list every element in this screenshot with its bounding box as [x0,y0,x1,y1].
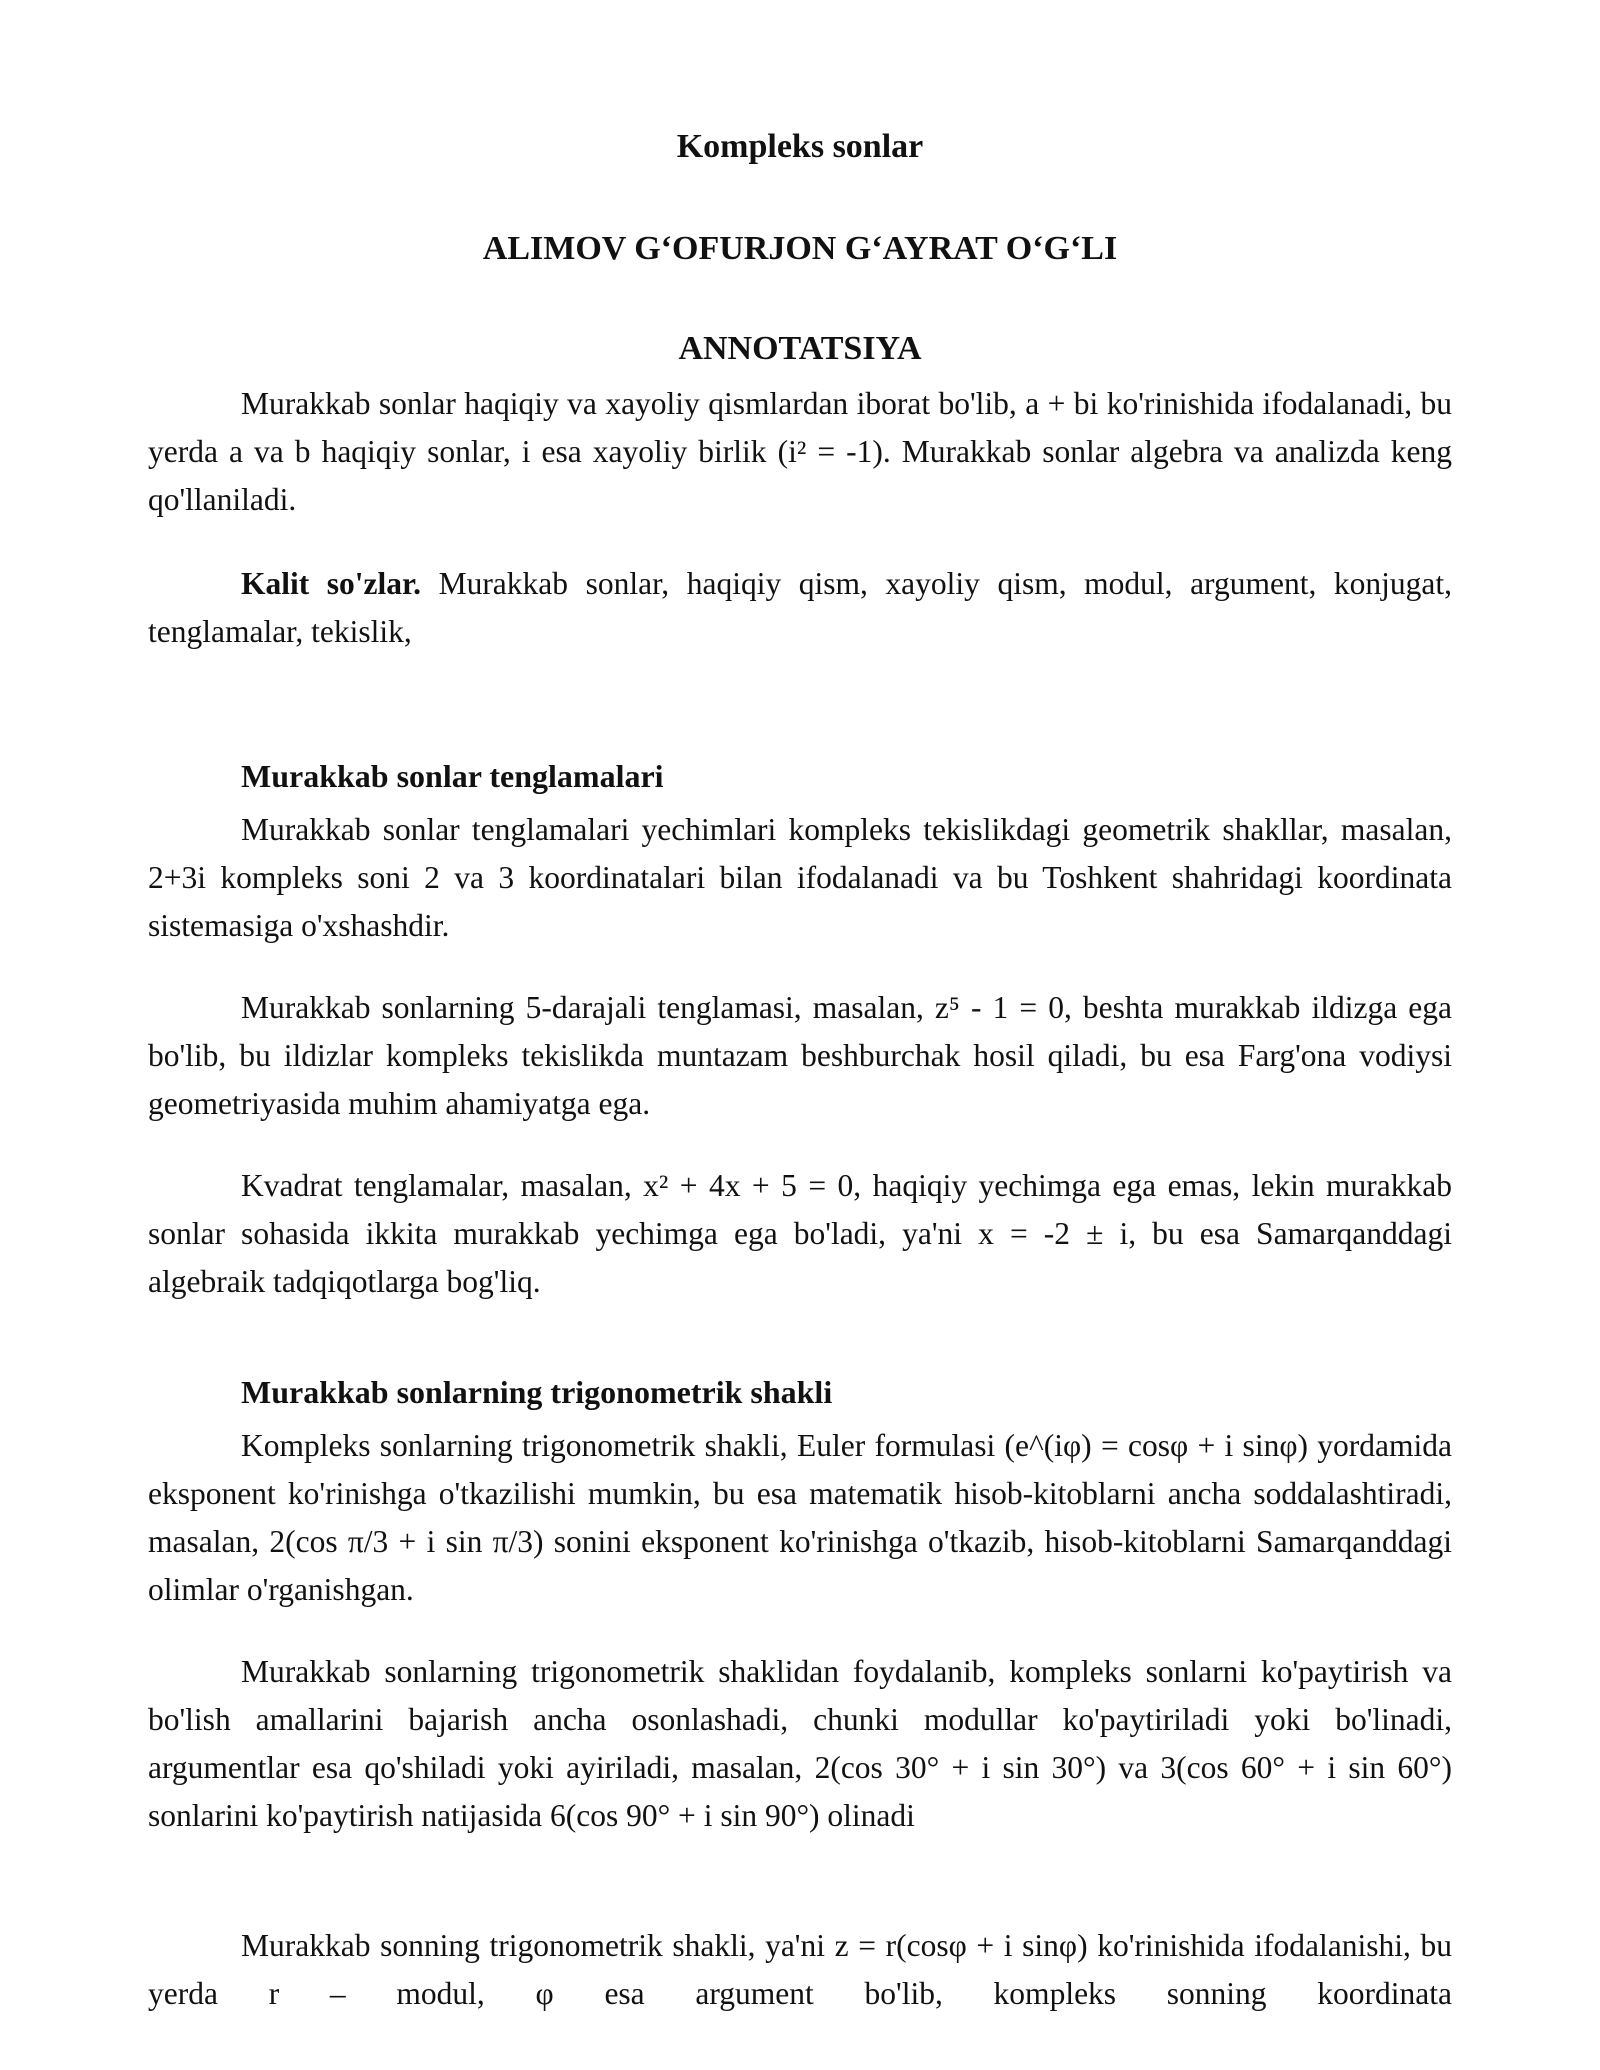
annotation-heading: ANNOTATSIYA [678,330,922,367]
author-name: ALIMOV G‘OFURJON G‘AYRAT O‘G‘LI [482,230,1118,267]
section2-paragraph-1: Kompleks sonlarning trigonometrik shakli, Euler formulasi (e^(iφ) = cosφ + i sinφ) yordamida eksponent ko'rinishga o'tkazilishi mumkin, bu esa matematik hisob-kitoblarni ancha soddalashtiradi, masalan, 2(cos π/3 + i sin π/3) sonini eksponent ko'rinishga o'tkazib, hisob-kitoblarni Samarqanddagi olimlar o'rganishgan. [148,1428,1452,1607]
section1-paragraph-2: Murakkab sonlarning 5-darajali tenglamasi, masalan, z⁵ - 1 = 0, beshta murakkab ildizga ega bo'lib, bu ildizlar kompleks tekislikda muntazam beshburchak hosil qiladi, bu esa Farg'ona vodiysi geometriyasida muhim ahamiyatga ega. [148,990,1452,1121]
section1-paragraph-1: Murakkab sonlar tenglamalari yechimlari kompleks tekislikdagi geometrik shakllar, masalan, 2+3i kompleks soni 2 va 3 koordinatalari bilan ifodalanadi va bu Toshkent shahridagi koordinata sistemasiga o'xshashdir. [148,812,1452,943]
keywords-label: Kalit so'zlar. [241,566,422,601]
keywords-paragraph [148,560,1452,656]
section2-paragraph-3: Murakkab sonning trigonometrik shakli, ya'ni z = r(cosφ + i sinφ) ko'rinishida ifodalanishi, bu yerda r – modul, φ esa argument bo'lib, kompleks sonning koordinata [148,1928,1452,2011]
section1-heading: Murakkab sonlar tenglamalari [241,758,664,794]
section1-paragraph-3: Kvadrat tenglamalar, masalan, x² + 4x + 5 = 0, haqiqiy yechimga ega emas, lekin murakkab sonlar sohasida ikkita murakkab yechimga ega bo'ladi, ya'ni x = -2 ± i, bu esa Samarqanddagi algebraik tadqiqotlarga bog'liq. [148,1168,1452,1299]
section2-heading: Murakkab sonlarning trigonometrik shakli [241,1374,833,1410]
document-title: Kompleks sonlar [676,128,924,165]
keywords-text: Murakkab sonlar, haqiqiy qism, xayoliy qism, modul, argument, konjugat, tenglamalar, tekislik, [148,566,1452,649]
section2-paragraph-2: Murakkab sonlarning trigonometrik shaklidan foydalanib, kompleks sonlarni ko'paytirish va bo'lish amallarini bajarish ancha osonlashadi, chunki modullar ko'paytiriladi yoki bo'linadi, argumentlar esa qo'shiladi yoki ayiriladi, masalan, 2(cos 30° + i sin 30°) va 3(cos 60° + i sin 60°) sonlarini ko'paytirish natijasida 6(cos 90° + i sin 90°) olinadi [148,1654,1452,1833]
annotation-paragraph: Murakkab sonlar haqiqiy va xayoliy qismlardan iborat bo'lib, a + bi ko'rinishida ifodalanadi, bu yerda a va b haqiqiy sonlar, i esa xayoliy birlik (i² = -1). Murakkab sonlar algebra va analizda keng qo'llaniladi. [148,386,1452,517]
